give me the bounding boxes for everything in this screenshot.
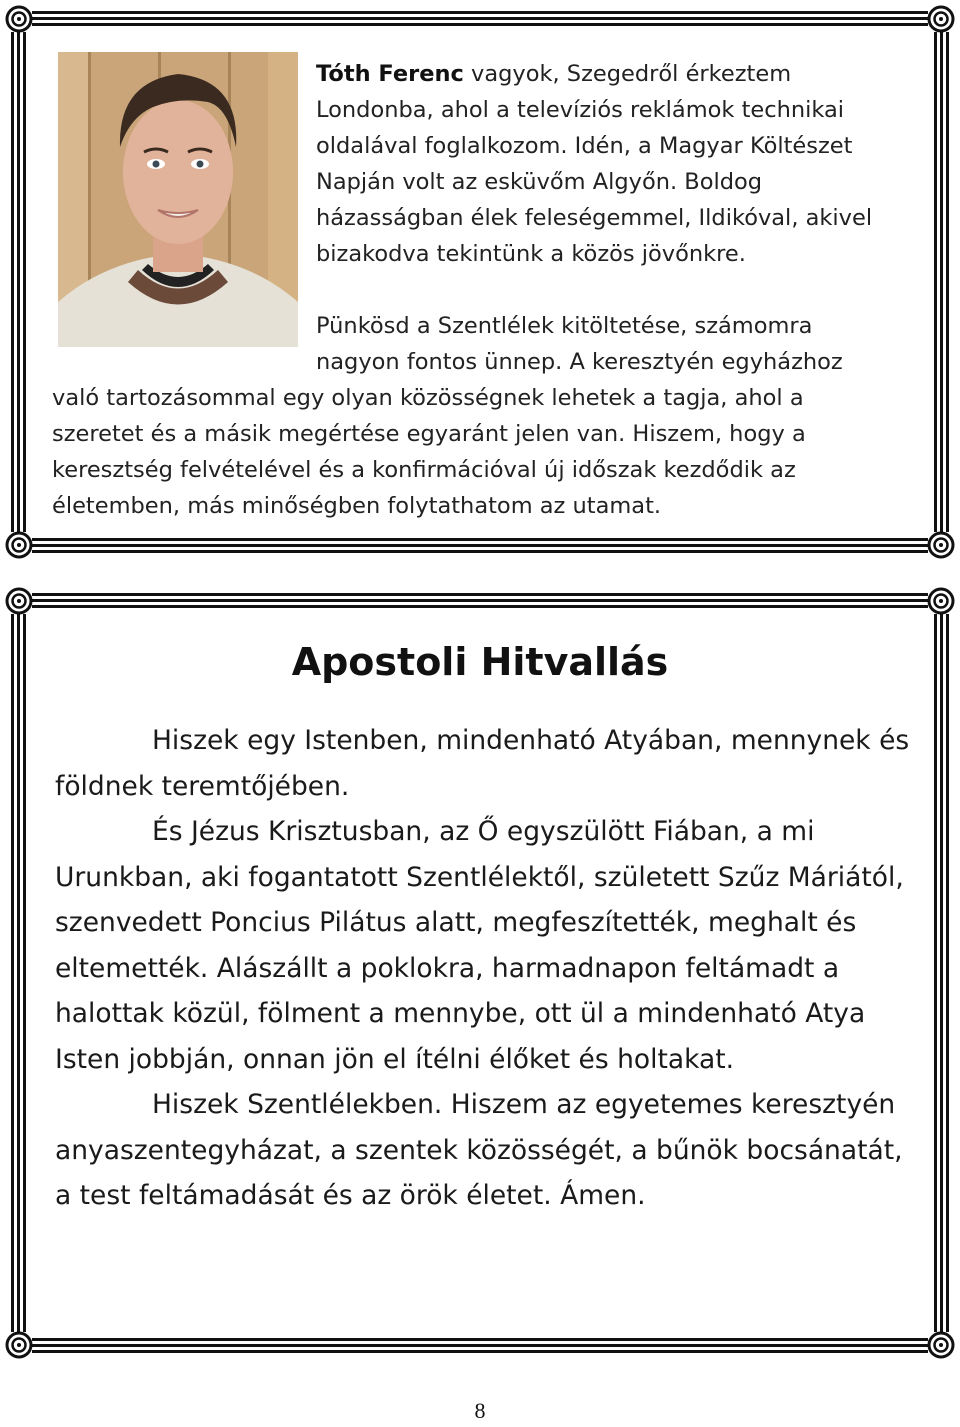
frame-border-bottom — [32, 536, 928, 556]
page-number: 8 — [474, 1398, 486, 1423]
corner-ornament-icon — [4, 4, 34, 34]
author-name: Tóth Ferenc — [316, 61, 464, 87]
frame-border-right — [932, 32, 952, 532]
corner-ornament-icon — [926, 586, 956, 616]
frame-border-right — [932, 614, 952, 1332]
creed-title: Apostoli Hitvallás — [291, 640, 669, 684]
bio-text — [52, 56, 892, 524]
corner-ornament-icon — [926, 1330, 956, 1360]
creed-paragraph: És Jézus Krisztusban, az Ő egyszülött Fiában, a mi Urunkban, aki fogantatott Szentlélektől, született Szűz Máriától, szenvedett Poncius Pilátus alatt, megfeszítették, meghalt és eltemették. Alászállt a poklokra, harmadnapon feltámadt a halottak közül, fölment a mennybe, ott ül a mindenható Atya Isten jobbján, onnan jön el ítélni élőket és holtakat. — [55, 816, 904, 1075]
corner-ornament-icon — [4, 586, 34, 616]
frame-border-left — [8, 32, 28, 532]
frame-border-left — [8, 614, 28, 1332]
corner-ornament-icon — [4, 530, 34, 560]
corner-ornament-icon — [926, 530, 956, 560]
corner-ornament-icon — [4, 1330, 34, 1360]
frame-border-top — [32, 8, 928, 28]
creed-paragraph: Hiszek Szentlélekben. Hiszem az egyetemes keresztyén anyaszentegyházat, a szentek közösségét, a bűnök bocsánatát, a test feltámadását és az örök életet. Ámen. — [55, 1089, 903, 1211]
creed-text — [55, 718, 915, 1219]
bio-frame — [4, 4, 956, 560]
creed-paragraph: Hiszek egy Istenben, mindenható Atyában, mennynek és földnek teremtőjében. — [55, 725, 910, 802]
frame-border-bottom — [32, 1336, 928, 1356]
frame-border-top — [32, 590, 928, 610]
bio-intro-text: vagyok, Szegedről érkeztem Londonba, ahol a televíziós reklámok technikai oldalával foglalkozom. Idén, a Magyar Költészet Napján volt az esküvőm Algyőn. Boldog házasságban élek feleségemmel, Ildikóval, akivel bizakodva tekintünk a közös jövőnkre. — [316, 61, 873, 267]
bio-paragraph-pentecost: Pünkösd a Szentlélek kitöltetése, számomra nagyon fontos ünnep. A keresztyén egyházhoz való tartozásommal egy olyan közösségnek lehetek a tagja, ahol a szeretet és a másik megértése egyaránt jelen van. Hiszem, hogy a keresztség felvételével és a konfirmációval új időszak kezdődik az életemben, más minőségben folytathatom az utamat. — [52, 313, 843, 519]
corner-ornament-icon — [926, 4, 956, 34]
